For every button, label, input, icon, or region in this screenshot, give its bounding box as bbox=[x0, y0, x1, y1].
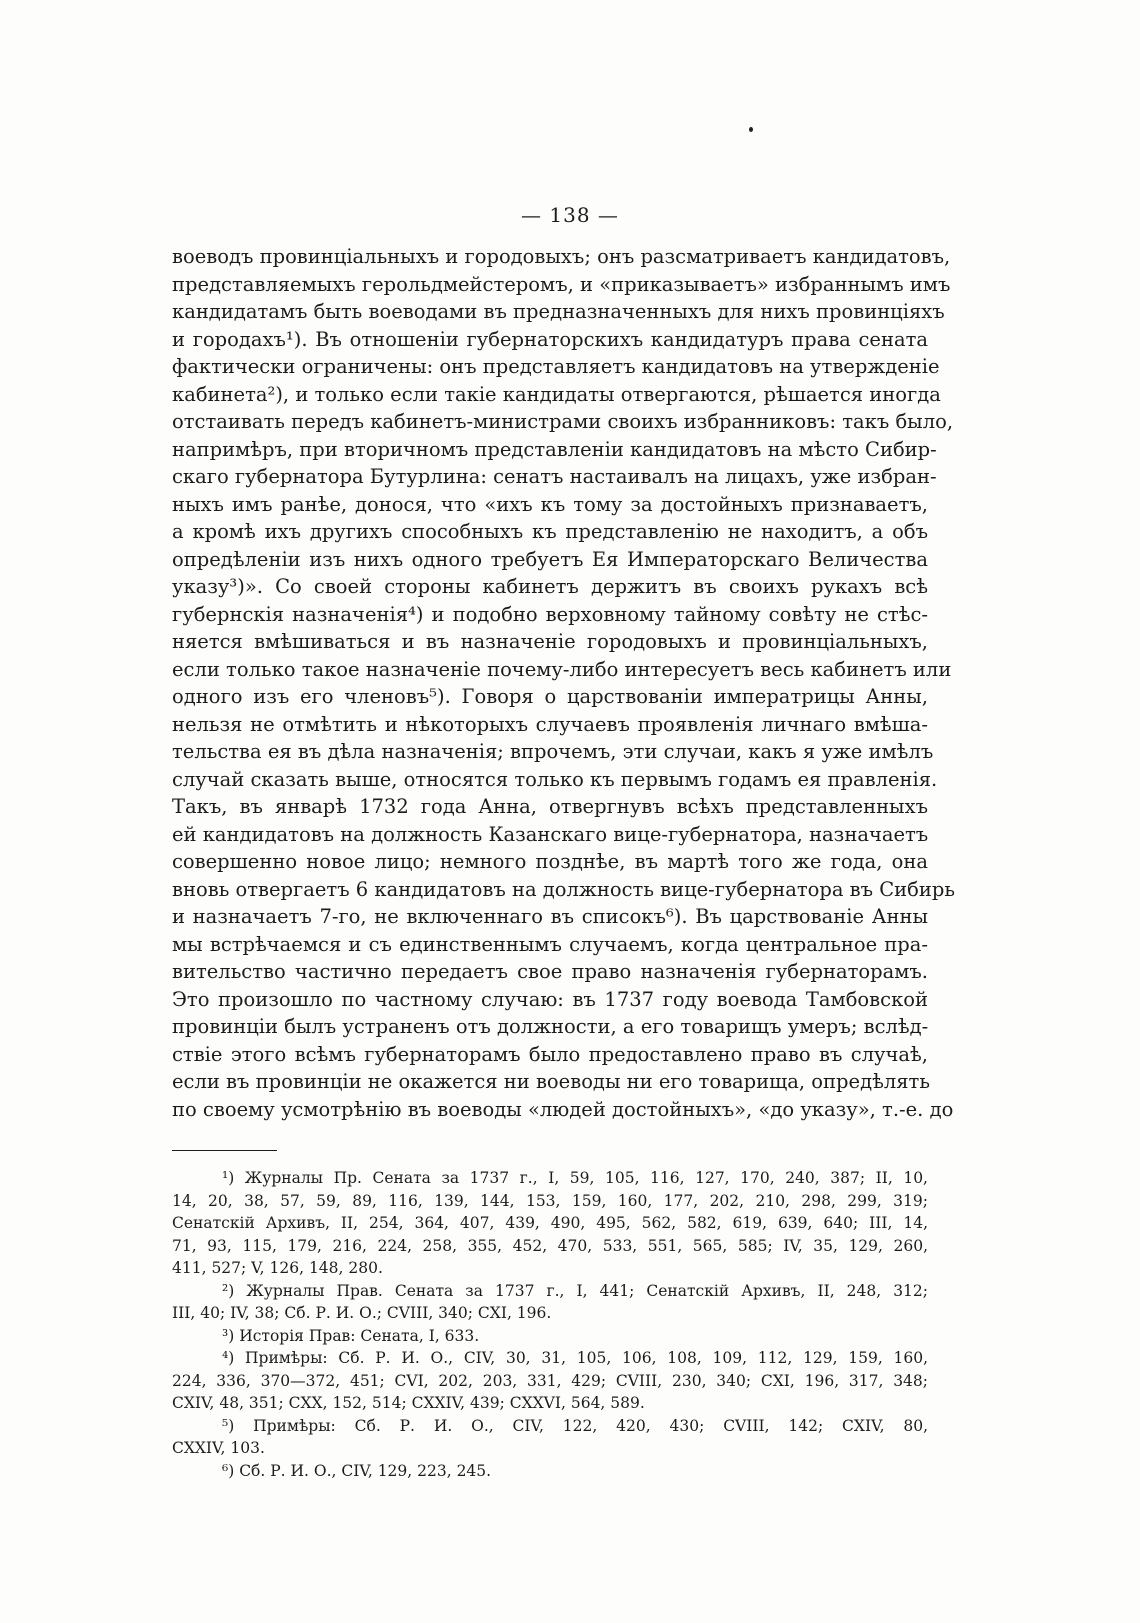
footnote-line: ¹) Журналы Пр. Сената за 1737 г., I, 59, 105, 116, 127, 170, 240, 387; II, 10, bbox=[222, 1169, 928, 1187]
footnote-line: III, 40; IV, 38; Сб. Р. И. О.; CVIII, 340; CXI, 196. bbox=[172, 1304, 552, 1322]
text-line: а кромѣ ихъ другихъ способныхъ къ представленiю не находитъ, а объ bbox=[172, 520, 928, 543]
main-text bbox=[172, 243, 956, 1123]
text-line: ныхъ имъ ранѣе, донося, что «ихъ къ тому за достойныхъ признаваетъ, bbox=[172, 492, 928, 516]
footnotes bbox=[172, 1167, 928, 1482]
text-line: отстаивать передъ кабинетъ-министрами своихъ избранниковъ: такъ было, bbox=[172, 410, 954, 433]
text-line: вительство частично передаетъ свое право назначенiя губернаторамъ. bbox=[172, 960, 928, 983]
ink-speck bbox=[749, 127, 753, 132]
text-line: указу³)». Со своей стороны кабинетъ держитъ въ своихъ рукахъ всѣ bbox=[172, 575, 928, 598]
text-line: тельства ея въ дѣла назначенiя; впрочемъ, эти случаи, какъ я уже имѣлъ bbox=[172, 740, 934, 763]
text-line: кандидатамъ быть воеводами въ предназначенныхъ для нихъ провинцiяхъ bbox=[172, 300, 945, 323]
text-line: ствiе этого всѣмъ губернаторамъ было предоставлено право въ случаѣ, bbox=[172, 1042, 928, 1066]
text-line: вновь отвергаетъ 6 кандидатовъ на должность вице-губернатора въ Сибирь bbox=[172, 877, 956, 901]
text-line: нельзя не отмѣтить и нѣкоторыхъ случаевъ проявленiя личнаго вмѣша- bbox=[172, 712, 928, 736]
text-line: кабинета²), и только если такiе кандидаты отвергаются, рѣшается иногда bbox=[172, 382, 941, 406]
text-line: скаго губернатора Бутурлина: сенатъ настаивалъ на лицахъ, уже избран- bbox=[172, 465, 937, 488]
text-line: опредѣленiи изъ нихъ одного требуетъ Ея Императорскаго Величества bbox=[172, 547, 928, 571]
footnote-line: CXIV, 48, 351; CXX, 152, 514; CXXIV, 439; CXXVI, 564, 589. bbox=[172, 1394, 645, 1412]
footnote-line: ⁴) Примѣры: Сб. Р. И. О., CIV, 30, 31, 105, 106, 108, 109, 112, 129, 159, 160, bbox=[222, 1349, 928, 1367]
text-line: по своему усмотрѣнiю въ воеводы «людей достойныхъ», «до указу», т.-е. до bbox=[172, 1097, 954, 1121]
text-line: совершенно новое лицо; немного позднѣе, въ мартѣ того же года, она bbox=[172, 850, 928, 873]
footnote-line: ³) Исторiя Прав: Сената, I, 633. bbox=[222, 1326, 480, 1345]
footnote-line: 224, 336, 370—372, 451; CVI, 202, 203, 331, 429; CVIII, 230, 340; CXI, 196, 317, 348; bbox=[172, 1371, 928, 1390]
page-number: — 138 — bbox=[521, 203, 619, 227]
footnote-line: CXXIV, 103. bbox=[172, 1439, 265, 1457]
footnote-line: ²) Журналы Прав. Сената за 1737 г., I, 441; Сенатскiй Архивъ, II, 248, 312; bbox=[222, 1281, 928, 1300]
footnote-line: Сенатскiй Архивъ, II, 254, 364, 407, 439, 490, 495, 562, 582, 619, 639, 640; III, 14, bbox=[172, 1214, 928, 1232]
text-line: напримѣръ, при вторичномъ представленiи кандидатовъ на мѣсто Сибир- bbox=[172, 437, 937, 461]
text-line: представляемыхъ герольдмейстеромъ, и «приказываетъ» избраннымъ имъ bbox=[172, 272, 951, 296]
text-line: Это произошло по частному случаю: въ 1737 году воевода Тамбовской bbox=[172, 987, 928, 1011]
footnote-line: 411, 527; V, 126, 148, 280. bbox=[172, 1259, 383, 1277]
footnote-line: 14, 20, 38, 57, 59, 89, 116, 139, 144, 153, 159, 160, 177, 202, 210, 298, 299, 319; bbox=[172, 1191, 928, 1210]
text-line: няется вмѣшиваться и въ назначенiе городовыхъ и провинцiальныхъ, bbox=[172, 630, 928, 653]
text-line: одного изъ его членовъ⁵). Говоря о царствованiи императрицы Анны, bbox=[172, 685, 928, 708]
text-line: Такъ, въ январѣ 1732 года Анна, отвергнувъ всѣхъ представленныхъ bbox=[172, 795, 928, 818]
text-line: если только такое назначенiе почему-либо интересуетъ весь кабинетъ или bbox=[172, 657, 952, 681]
text-line: ей кандидатовъ на должность Казанскаго вице-губернатора, назначаетъ bbox=[172, 822, 929, 846]
text-line: фактически ограничены: онъ представляетъ кандидатовъ на утвержденiе bbox=[172, 355, 940, 378]
text-line: провинцiи былъ устраненъ отъ должности, а его товарищъ умеръ; вслѣд- bbox=[172, 1015, 929, 1038]
text-line: если въ провинцiи не окажется ни воеводы ни его товарища, опредѣлять bbox=[172, 1070, 930, 1093]
text-line: и городахъ¹). Въ отношенiи губернаторскихъ кандидатуръ права сената bbox=[172, 327, 928, 351]
footnote-line: ⁶) Сб. Р. И. О., CIV, 129, 223, 245. bbox=[222, 1461, 492, 1480]
footnote-line: ⁵) Примѣры: Сб. Р. И. О., CIV, 122, 420, 430; CVIII, 142; CXIV, 80, bbox=[222, 1416, 928, 1435]
text-line: воеводъ провинцiальныхъ и городовыхъ; онъ разсматриваетъ кандидатовъ, bbox=[172, 245, 951, 268]
text-line: и назначаетъ 7-го, не включеннаго въ списокъ⁶). Въ царствованiе Анны bbox=[172, 905, 928, 928]
footnote-line: 71, 93, 115, 179, 216, 224, 258, 355, 452, 470, 533, 551, 565, 585; IV, 35, 129, 260, bbox=[172, 1236, 928, 1255]
footnote-separator bbox=[172, 1150, 277, 1151]
text-line: мы встрѣчаемся и съ единственнымъ случаемъ, когда центральное пра- bbox=[172, 932, 928, 956]
text-line: случай сказать выше, относятся только къ первымъ годамъ ея правленiя. bbox=[172, 767, 938, 791]
text-line: губернскiя назначенiя⁴) и подобно верховному тайному совѣту не стѣс- bbox=[172, 602, 928, 626]
